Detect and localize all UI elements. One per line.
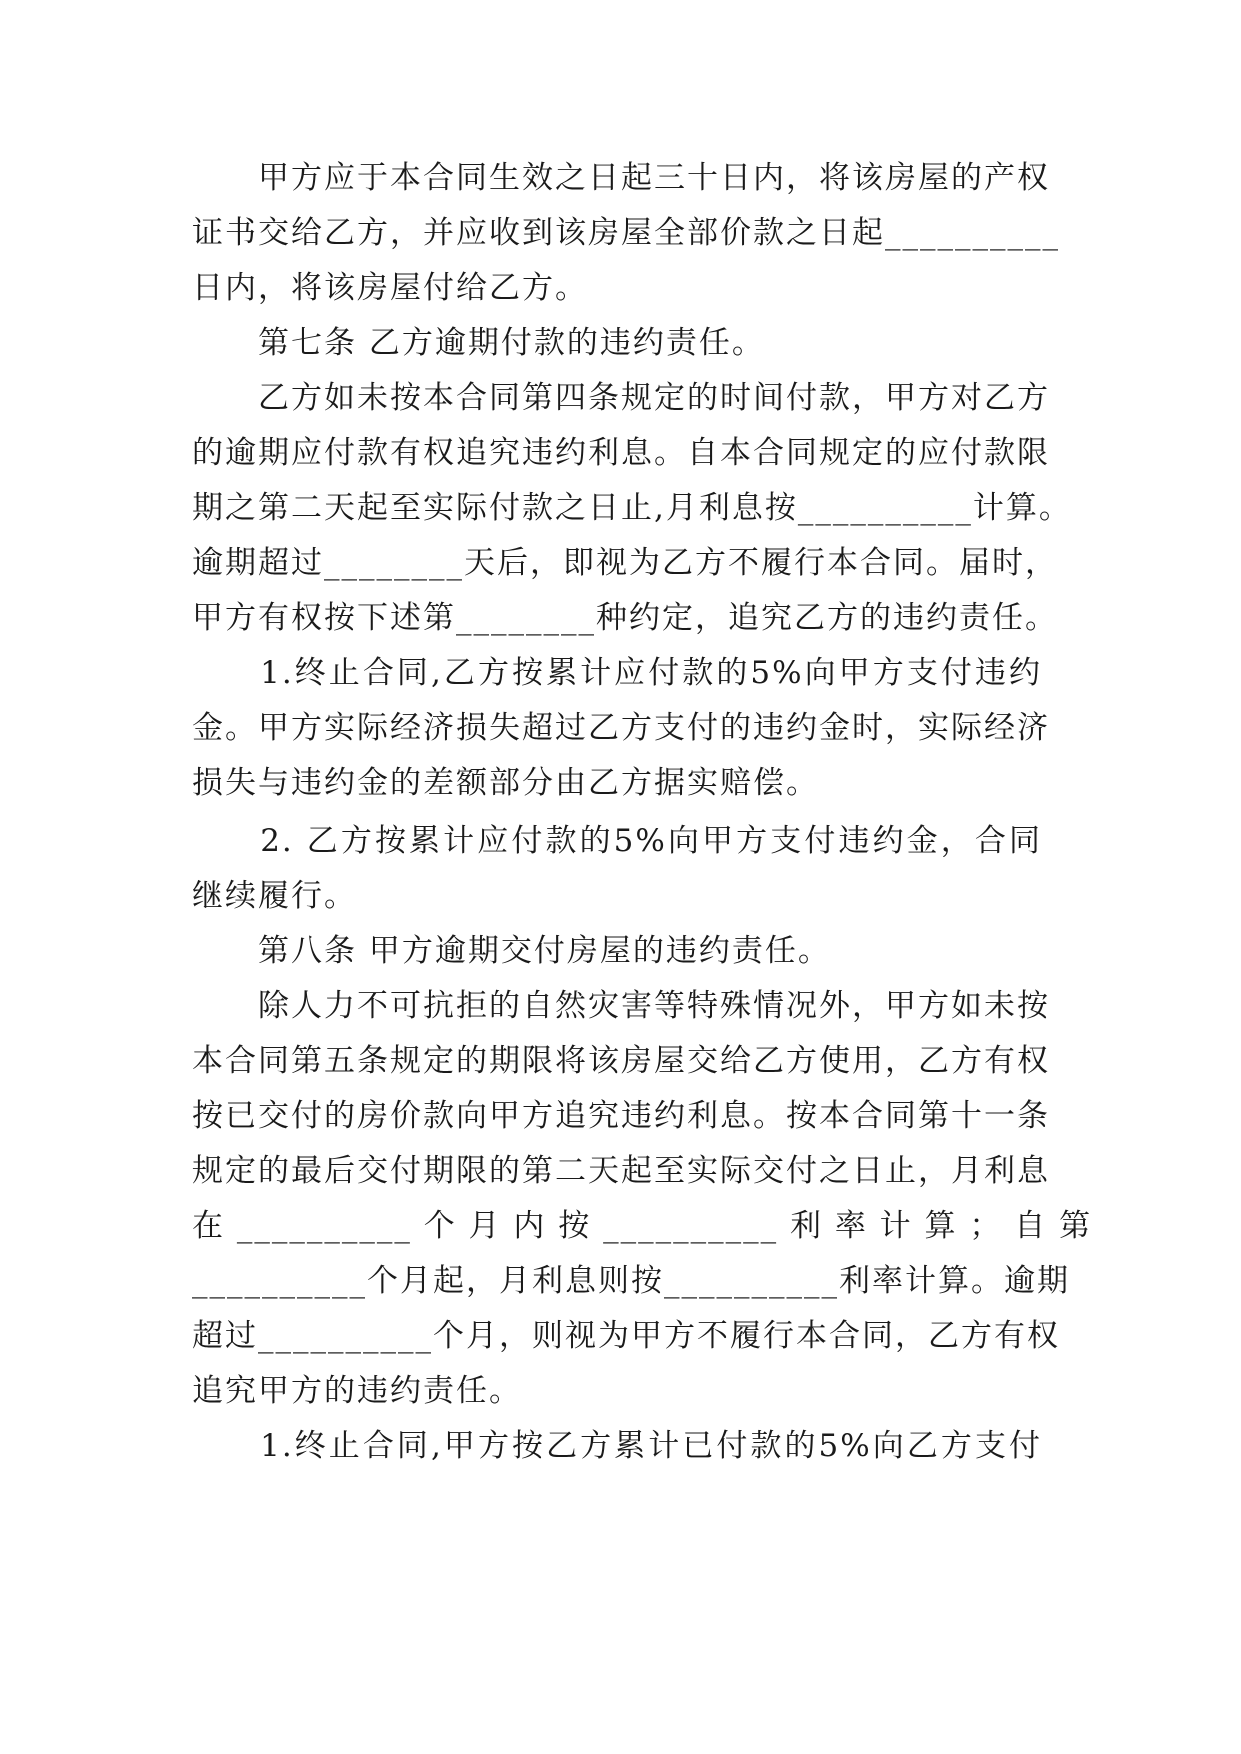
- text-line: 逾期超过________天后，即视为乙方不履行本合同。届时，: [192, 545, 1058, 581]
- text-line: 追究甲方的违约责任。: [192, 1373, 522, 1409]
- text-line: 期之第二天起至实际付款之日止,月利息按__________计算。: [192, 490, 1072, 526]
- list-item-2: 2. 乙方按累计应付款的5%向甲方支付违约金，合同: [192, 823, 1042, 859]
- text-line: 日内，将该房屋付给乙方。: [192, 270, 588, 306]
- text-line: 证书交给乙方，并应收到该房屋全部价款之日起__________: [192, 215, 1060, 251]
- text-line: 损失与违约金的差额部分由乙方据实赔偿。: [192, 765, 819, 801]
- list-item-1: 1.终止合同,甲方按乙方累计已付款的5%向乙方支付: [192, 1428, 1042, 1464]
- text-line: 甲方有权按下述第________种约定，追究乙方的违约责任。: [192, 600, 1058, 636]
- section-heading-8: 第八条 甲方逾期交付房屋的违约责任。: [192, 933, 831, 969]
- text-line: __________个月起，月利息则按__________利率计算。逾期: [192, 1263, 1070, 1299]
- section-heading-7: 第七条 乙方逾期付款的违约责任。: [192, 325, 765, 361]
- text-line: 甲方应于本合同生效之日起三十日内，将该房屋的产权: [192, 160, 1050, 196]
- text-line: 超过__________个月，则视为甲方不履行本合同，乙方有权: [192, 1318, 1060, 1354]
- text-line: 乙方如未按本合同第四条规定的时间付款，甲方对乙方: [192, 380, 1050, 416]
- text-line: 在 __________ 个 月 内 按 __________ 利 率 计 算 ； 自 第: [192, 1208, 1093, 1244]
- text-line: 继续履行。: [192, 878, 357, 914]
- text-line: 的逾期应付款有权追究违约利息。自本合同规定的应付款限: [192, 435, 1050, 471]
- text-line: 规定的最后交付期限的第二天起至实际交付之日止，月利息: [192, 1153, 1050, 1189]
- text-line: 本合同第五条规定的期限将该房屋交给乙方使用，乙方有权: [192, 1043, 1050, 1079]
- list-item-1: 1.终止合同,乙方按累计应付款的5%向甲方支付违约: [192, 655, 1042, 691]
- text-line: 金。甲方实际经济损失超过乙方支付的违约金时，实际经济: [192, 710, 1050, 746]
- text-line: 按已交付的房价款向甲方追究违约利息。按本合同第十一条: [192, 1098, 1050, 1134]
- text-line: 除人力不可抗拒的自然灾害等特殊情况外，甲方如未按: [192, 988, 1050, 1024]
